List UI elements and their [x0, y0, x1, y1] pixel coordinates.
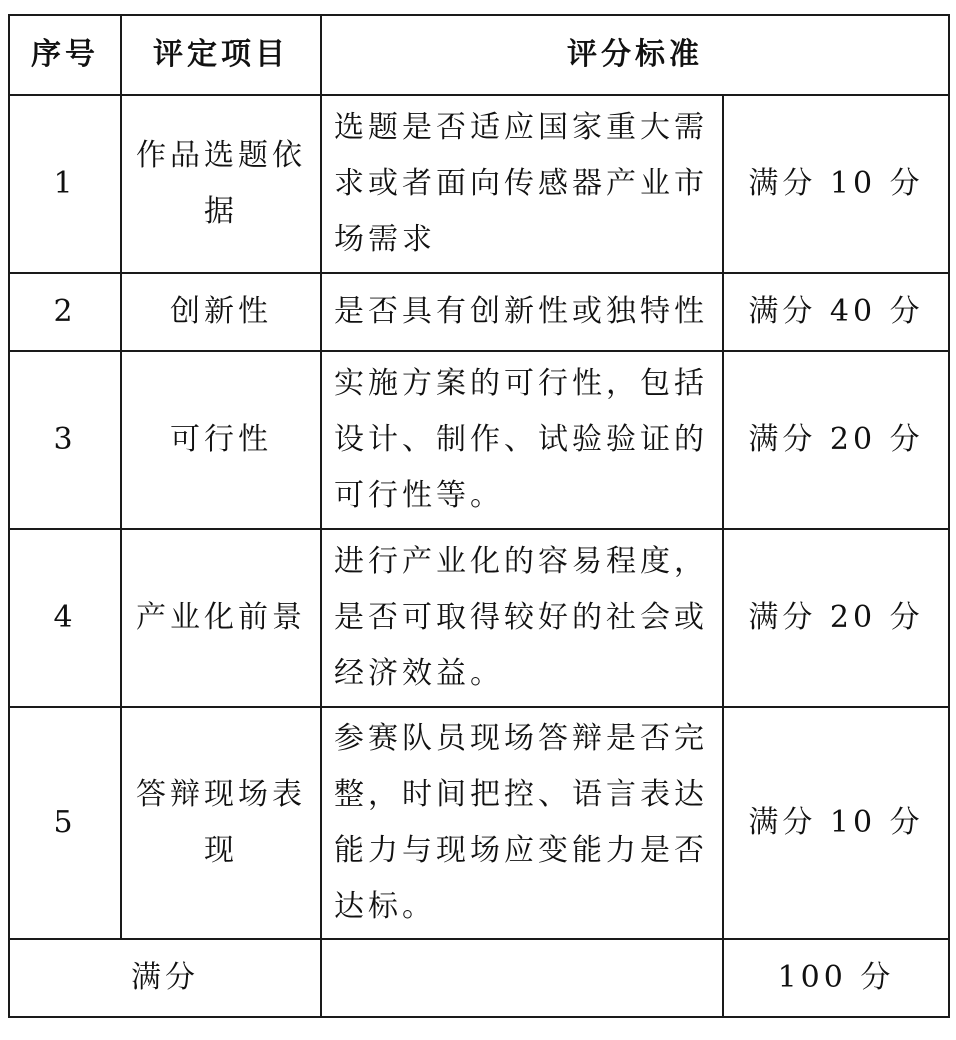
row-number: 4 — [9, 529, 121, 707]
row-score: 满分 20 分 — [723, 529, 949, 707]
row-number: 5 — [9, 707, 121, 939]
total-label: 满分 — [9, 939, 321, 1017]
row-item: 答辩现场表现 — [121, 707, 321, 939]
row-standard: 参赛队员现场答辩是否完整，时间把控、语言表达能力与现场应变能力是否达标。 — [321, 707, 723, 939]
row-item: 创新性 — [121, 273, 321, 351]
table-row — [9, 707, 949, 939]
scoring-criteria-table — [8, 14, 950, 1018]
row-score: 满分 20 分 — [723, 351, 949, 529]
row-item: 作品选题依据 — [121, 95, 321, 273]
row-score: 满分 10 分 — [723, 95, 949, 273]
row-score: 满分 10 分 — [723, 707, 949, 939]
row-score: 满分 40 分 — [723, 273, 949, 351]
header-serial-number: 序号 — [9, 15, 121, 95]
table-row — [9, 351, 949, 529]
row-number: 1 — [9, 95, 121, 273]
table-row — [9, 529, 949, 707]
row-number: 2 — [9, 273, 121, 351]
row-standard: 实施方案的可行性，包括设计、制作、试验验证的可行性等。 — [321, 351, 723, 529]
total-row — [9, 939, 949, 1017]
row-item: 可行性 — [121, 351, 321, 529]
header-evaluation-item: 评定项目 — [121, 15, 321, 95]
total-standard — [321, 939, 723, 1017]
header-scoring-standard: 评分标准 — [321, 15, 949, 95]
row-standard: 是否具有创新性或独特性 — [321, 273, 723, 351]
row-standard: 选题是否适应国家重大需求或者面向传感器产业市场需求 — [321, 95, 723, 273]
total-score: 100 分 — [723, 939, 949, 1017]
table-row — [9, 273, 949, 351]
row-standard: 进行产业化的容易程度，是否可取得较好的社会或经济效益。 — [321, 529, 723, 707]
row-number: 3 — [9, 351, 121, 529]
row-item: 产业化前景 — [121, 529, 321, 707]
table-header-row — [9, 15, 949, 95]
table-row — [9, 95, 949, 273]
